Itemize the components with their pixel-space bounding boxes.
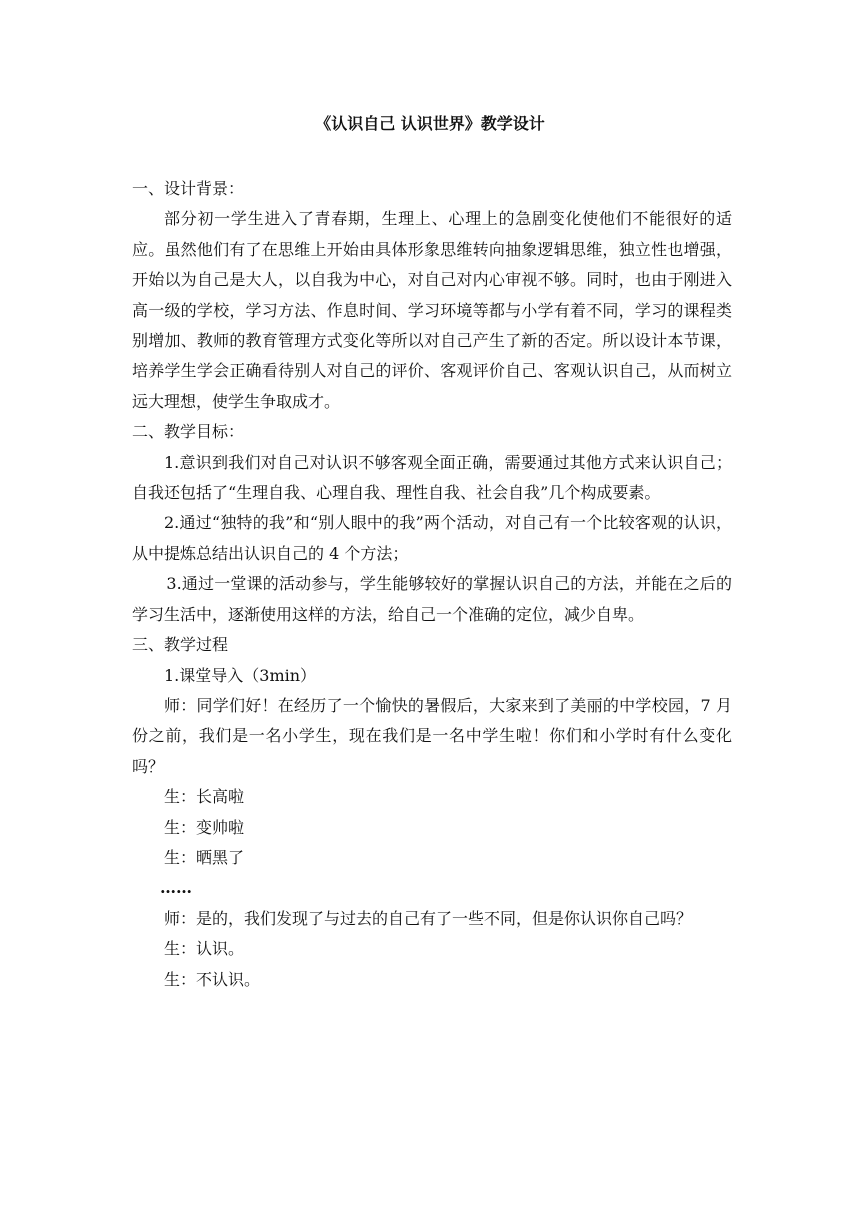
- goal-item-3: 3.通过一堂课的活动参与，学生能够较好的掌握认识自己的方法，并能在之后的学习生活中，逐渐使用这样的方法，给自己一个准确的定位，减少自卑。: [132, 574, 732, 624]
- section-heading-process: 三、教学过程: [132, 635, 229, 655]
- goal-item-1: 1.意识到我们对自己对认识不够客观全面正确，需要通过其他方式来认识自己；自我还包括了“生理自我、心理自我、理性自我、社会自我”几个构成要素。: [132, 452, 732, 503]
- background-paragraph: 部分初一学生进入了青春期，生理上、心理上的急剧变化使他们不能很好的适应。虽然他们有了在思维上开始由具体形象思维转向抽象逻辑思维，独立性也增强，开始以为自己是大人，以自我为中心，对自己对内心审视不够。同时，也由于刚进入高一级的学校，学习方法、作息时间、学习环境等都与小学有着不同，学习的课程类别增加、教师的教育管理方式变化等所以对自己产生了新的否定。所以设计本节课，培养学生学会正确看待别人对自己的评价、客观评价自己、客观认识自己，从而树立远大理想，使学生争取成才。: [132, 209, 732, 411]
- student-line-5: 生：不认识。: [164, 969, 261, 989]
- document-title: 《认识自己 认识世界》教学设计: [315, 114, 545, 133]
- ellipsis-line: ……: [160, 878, 192, 898]
- student-line-4: 生：认识。: [164, 939, 245, 959]
- teacher-line-2: 师：是的，我们发现了与过去的自己有了一些不同，但是你认识你自己吗？: [164, 908, 693, 928]
- document-body: [132, 174, 732, 995]
- student-line-3: 生：晒黑了: [164, 847, 245, 867]
- section-heading-goals: 二、教学目标：: [132, 422, 245, 442]
- student-line-2: 生：变帅啦: [164, 817, 245, 837]
- goal-item-2: 2.通过“独特的我”和“别人眼中的我”两个活动，对自己有一个比较客观的认识，从中提炼总结出认识自己的 4 个方法；: [132, 513, 732, 563]
- section-heading-background: 一、设计背景：: [132, 179, 245, 198]
- teacher-line-1: 师：同学们好！在经历了一个愉快的暑假后，大家来到了美丽的中学校园，7 月份之前，我们是一名小学生，现在我们是一名中学生啦！你们和小学时有什么变化吗？: [132, 695, 732, 776]
- student-line-1: 生：长高啦: [164, 787, 245, 807]
- process-step-intro: 1.课堂导入（3min）: [164, 665, 317, 685]
